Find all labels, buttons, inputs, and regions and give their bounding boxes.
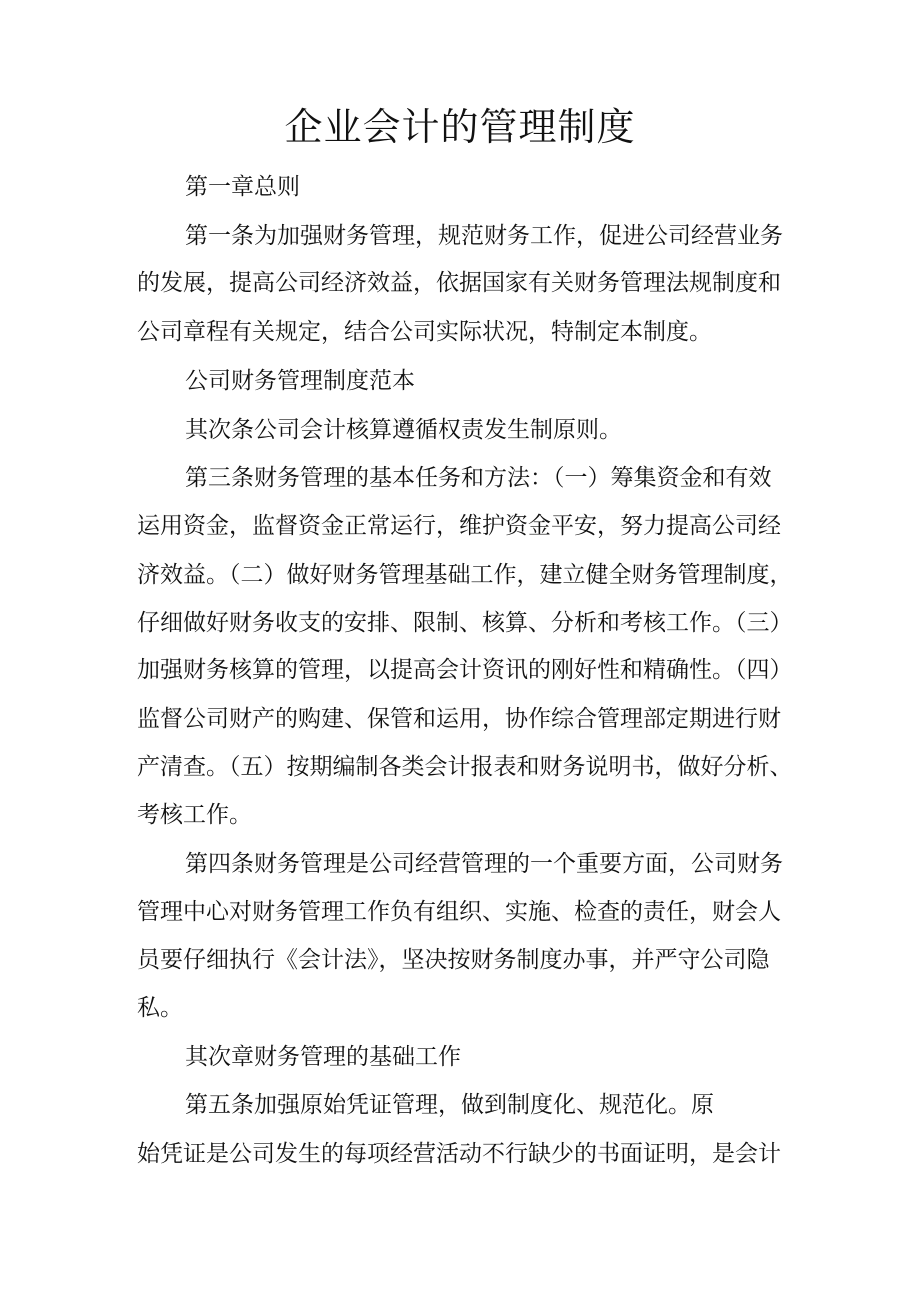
paragraph-line: 监督公司财产的购建、保管和运用，协作综合管理部定期进行财 bbox=[137, 706, 781, 732]
paragraph-line: 公司财务管理制度范本 bbox=[185, 368, 415, 394]
paragraph-line: 始凭证是公司发生的每项经营活动不行缺少的书面证明，是会计 bbox=[137, 1141, 781, 1167]
paragraph-line: 产清查。（五）按期编制各类会计报表和财务说明书，做好分析、 bbox=[137, 754, 793, 780]
paragraph-line: 的发展，提高公司经济效益，依据国家有关财务管理法规制度和 bbox=[137, 270, 781, 296]
document-title: 企业会计的管理制度 bbox=[284, 105, 636, 149]
paragraph-line: 第三条财务管理的基本任务和方法：（一）筹集资金和有效 bbox=[185, 465, 772, 491]
paragraph-line: 第五条加强原始凭证管理，做到制度化、规范化。原 bbox=[185, 1092, 714, 1118]
paragraph-line: 济效益。（二）做好财务管理基础工作，建立健全财务管理制度， bbox=[137, 562, 793, 588]
paragraph-line: 仔细做好财务收支的安排、限制、核算、分析和考核工作。（三） bbox=[137, 610, 793, 636]
paragraph-line: 私。 bbox=[137, 995, 183, 1021]
paragraph-line: 第四条财务管理是公司经营管理的一个重要方面，公司财务 bbox=[185, 851, 783, 877]
paragraph-line: 第一条为加强财务管理，规范财务工作，促进公司经营业务 bbox=[185, 223, 783, 249]
paragraph-line: 员要仔细执行《会计法》，坚决按财务制度办事，并严守公司隐 bbox=[137, 947, 770, 973]
paragraph-line: 其次条公司会计核算遵循权责发生制原则。 bbox=[185, 417, 622, 443]
paragraph-line: 运用资金，监督资金正常运行，维护资金平安，努力提高公司经 bbox=[137, 513, 781, 539]
chapter-heading: 其次章财务管理的基础工作 bbox=[185, 1044, 461, 1070]
chapter-heading: 第一章总则 bbox=[185, 174, 300, 200]
paragraph-line: 公司章程有关规定，结合公司实际状况，特制定本制度。 bbox=[137, 319, 712, 345]
paragraph-line: 加强财务核算的管理，以提高会计资讯的刚好性和精确性。（四） bbox=[137, 657, 793, 683]
paragraph-line: 管理中心对财务管理工作负有组织、实施、检查的责任，财会人 bbox=[137, 899, 781, 925]
paragraph-line: 考核工作。 bbox=[137, 802, 252, 828]
